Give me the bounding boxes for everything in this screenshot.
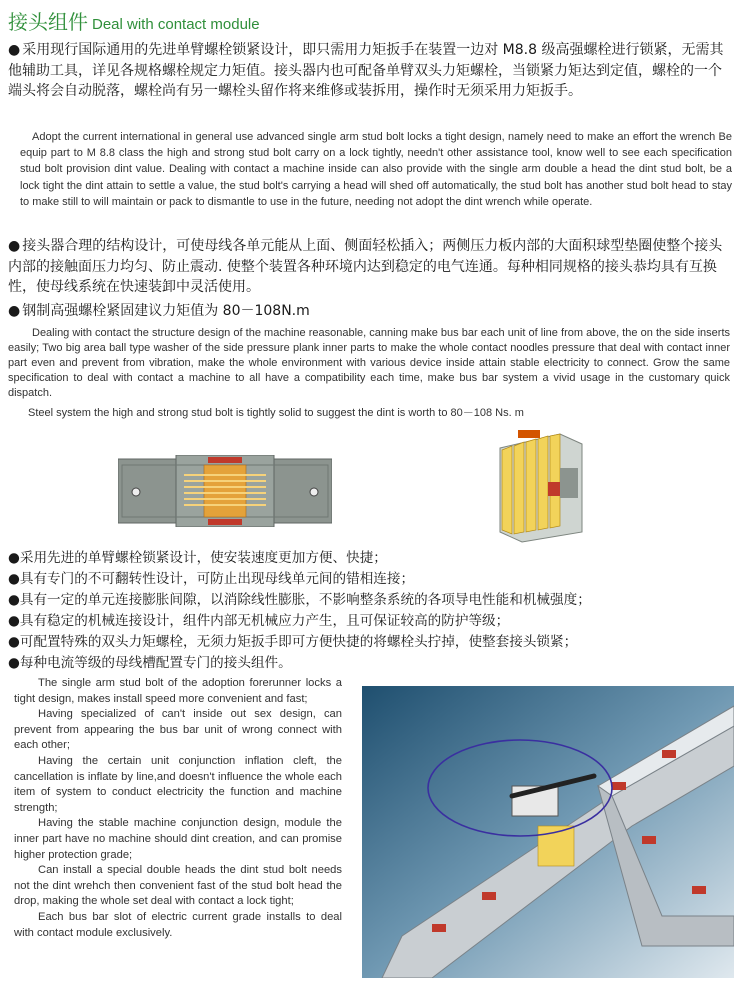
page-title bbox=[8, 6, 260, 35]
feature-zh-item: ●可配置特殊的双头力矩螺栓，无须力矩扳手即可方便快捷的将螺栓头拧掉，使整套接头锁紧； bbox=[8, 634, 578, 650]
feature-en-item: The single arm stud bolt of the adoption forerunner locks a tight design, makes install speed more convenient and fast; bbox=[14, 677, 342, 705]
feature-zh-item: ●具有一定的单元连接膨胀间隙，以消除线性膨胀，不影响整条系统的各项导电性能和机械强度； bbox=[8, 592, 591, 608]
section1-zh: ● 采用现行国际通用的先进单臂螺栓锁紧设计，即只需用力矩扳手在装置一边对 M8.8 级高强螺栓进行锁紧，无需其他辅助工具，详见各规格螺栓规定力矩值。接头器内也可配备单臂双头力矩螺栓，当锁紧力矩达到定值，螺栓的一个端头将会自动脱落，螺栓尚有另一螺栓头留作将来维修或装拆用，操作时无须采用力矩扳手。 bbox=[8, 40, 732, 102]
feature-en-item: Having the certain unit conjunction inflation cleft, the cancellation is inflate by line,and doesn't influence the whole each item of system to conduct electricity the function and machine strength; bbox=[14, 754, 342, 814]
joint-stack-figure bbox=[490, 428, 590, 544]
feature-en-item: Having specialized of can't inside out sex design, can prevent from appearing the bus bar unit of wrong connect with each other; bbox=[14, 708, 342, 752]
title-zh: 接头组件 bbox=[8, 10, 88, 34]
section1-en: Adopt the current international in general use advanced single arm stud bolt locks a tight design, namely need to make an effort the wrench Be equip part to M 8.8 class the high and strong stud bolt carry on a lock tightly, needn't other assistance tool, know well to see each specification stud bolt provision dint value. Dealing with contact a machine inside can also provide with the single arm double a head the dint stud bolt, be a lock tight the dint attain to settle a value, the stud bolt's carrying a head will shed off automatically, the stud bolt has another stud bolt head to stay to make still to will maintain or pack to dismantle to use in the future, needing not adopt the dint wrench while operate. bbox=[20, 131, 732, 208]
feature-zh-item: ●采用先进的单臂螺栓锁紧设计，使安装速度更加方便、快捷； bbox=[8, 550, 387, 566]
feature-en-item: Can install a special double heads the dint stud bolt needs not the dint wrehch then convenient fast of the stud bolt head the drop, making the whole set deal with contact a lock tight; bbox=[14, 864, 342, 908]
feature-zh-item: ●每种电流等级的母线槽配置专门的接头组件。 bbox=[8, 655, 292, 671]
feature-en-item: Having the stable machine conjunction design, module the inner part have no machine should dint creation, and can promise higher protection grade; bbox=[14, 817, 342, 861]
joint-plate-figure bbox=[118, 455, 332, 527]
section2-en: Dealing with contact the structure design of the machine reasonable, canning make bus bar each unit of line from above, the on the side inserts easily; Two big area ball type washer of the side pressure plank inner parts to make the whole contact noodles pressure that deal with contact inner part even and prevent from vibration, make the whole environment with various device inside attain stable electricity to connect. Grow the same specification to deal with contact a machine to all have a compatibility each time, make bus bar system a vivid usage in the customary quick dispatch. bbox=[8, 327, 730, 399]
features-en-list bbox=[14, 676, 342, 941]
feature-en-item: Each bus bar slot of electric current grade installs to deal with contact module exclusively. bbox=[14, 910, 342, 939]
section2-torque-en: Steel system the high and strong stud bolt is tightly solid to suggest the dint is worth to 80－108 Ns. m bbox=[28, 407, 524, 419]
feature-zh-item: ●具有专门的不可翻转性设计，可防止出现母线单元间的错相连接； bbox=[8, 571, 415, 587]
title-en: Deal with contact module bbox=[92, 16, 260, 33]
feature-zh-item: ●具有稳定的机械连接设计，组件内部无机械应力产生，且可保证较高的防护等级； bbox=[8, 613, 510, 629]
busway-installation-figure bbox=[362, 686, 734, 978]
features-zh-list bbox=[8, 548, 738, 674]
section2-torque-zh: ● 钢制高强螺栓紧固建议力矩值为 80－108N.m bbox=[8, 301, 732, 322]
section2-zh: ● 接头器合理的结构设计，可使母线各单元能从上面、侧面轻松插入；两侧压力板内部的大面积球型垫圈使整个接头内部的接触面压力均匀、防止震动. 使整个装置各种环境内达到稳定的电气连通。每种相同规格的接头恭均具有互换性，使母线系统在快速装卸中灵活使用。 bbox=[8, 236, 732, 298]
